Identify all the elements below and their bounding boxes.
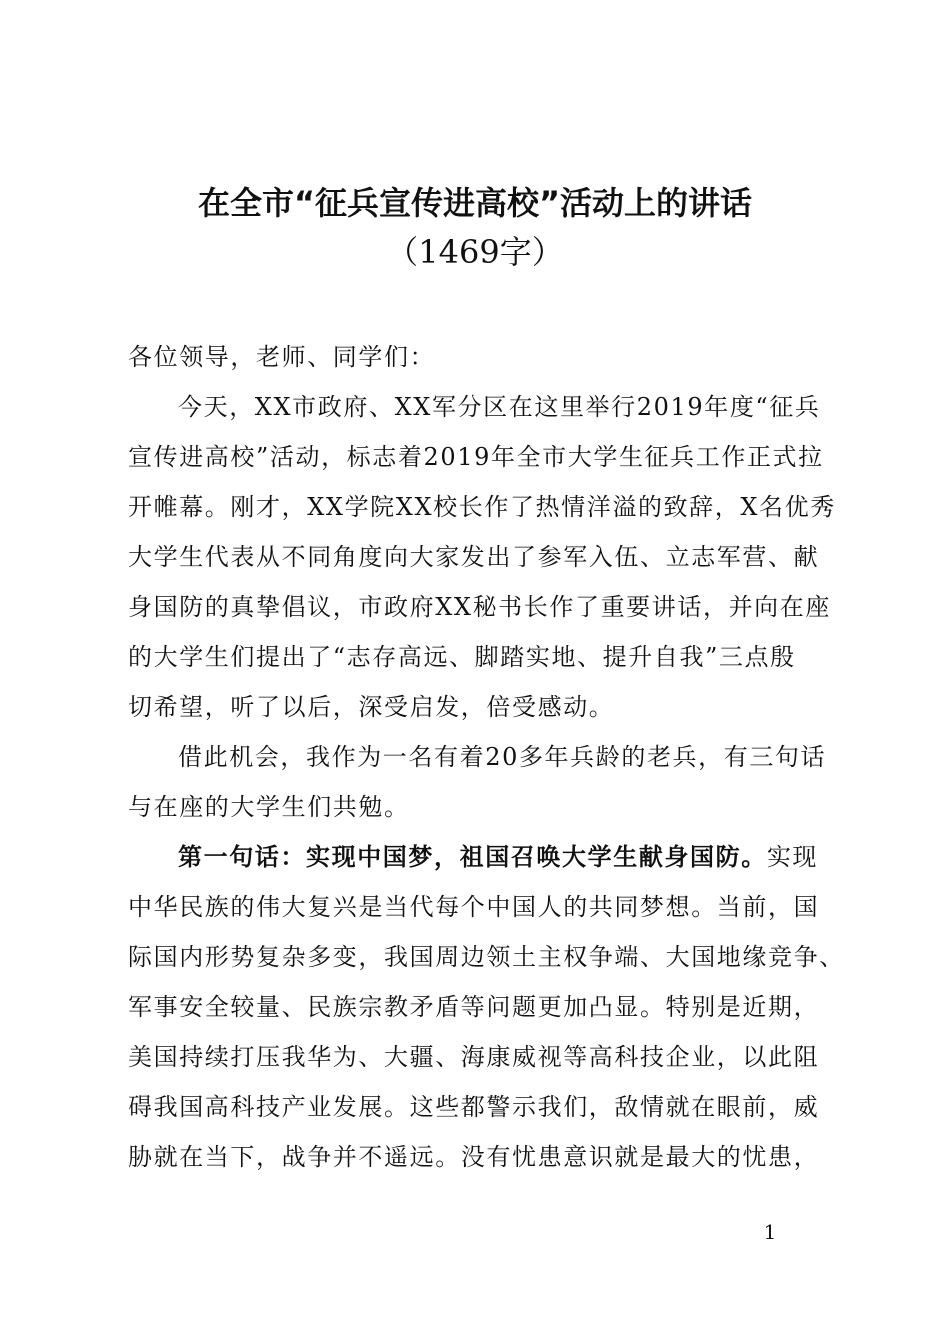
paragraph-line: 军事安全较量、民族宗教矛盾等问题更加凸显。特别是近期， [128,993,820,1021]
paragraph-line: 的大学生们提出了“志存高远、脚踏实地、提升自我”三点殷 [128,643,796,671]
paragraph-line: 胁就在当下，战争并不遥远。没有忧患意识就是最大的忧患， [128,1143,820,1171]
paragraph-line: 切希望，听了以后，深受启发，倍受感动。 [128,693,615,721]
paragraph-line: 碍我国高科技产业发展。这些都警示我们，敌情就在眼前，威 [128,1093,820,1121]
page-number: 1 [763,1220,777,1244]
paragraph-line: 开帷幕。刚才，XX学院XX校长作了热情洋溢的致辞，X名优秀 [128,493,836,521]
section-heading: 第一句话：实现中国梦，祖国召唤大学生献身国防。 [178,843,767,871]
salutation-line: 各位领导，老师、同学们： [128,343,436,371]
document-title: 在全市“征兵宣传进高校”活动上的讲话 [197,184,753,222]
paragraph-line [128,837,833,887]
document-body [128,337,845,1187]
paragraph-line: 际国内形势复杂多变，我国周边领土主权争端、大国地缘竞争、 [128,943,845,971]
paragraph-line: 与在座的大学生们共勉。 [128,793,410,821]
paragraph-line: 身国防的真挚倡议，市政府XX秘书长作了重要讲话，并向在座 [128,593,831,621]
paragraph-line: 大学生代表从不同角度向大家发出了参军入伍、立志军营、献 [128,543,820,571]
paragraph-line: 宣传进高校”活动，标志着2019年全市大学生征兵工作正式拉 [128,443,824,471]
paragraph-line: 借此机会，我作为一名有着20多年兵龄的老兵，有三句话 [178,743,827,771]
paragraph-line: 今天，XX市政府、XX军分区在这里举行2019年度“征兵 [178,393,821,421]
paragraph-line: 美国持续打压我华为、大疆、海康威视等高科技企业，以此阻 [128,1043,820,1071]
paragraph-line: 中华民族的伟大复兴是当代每个中国人的共同梦想。当前，国 [128,893,820,921]
paragraph-text: 实现 [766,843,819,871]
document-subtitle: （1469字） [386,233,564,271]
